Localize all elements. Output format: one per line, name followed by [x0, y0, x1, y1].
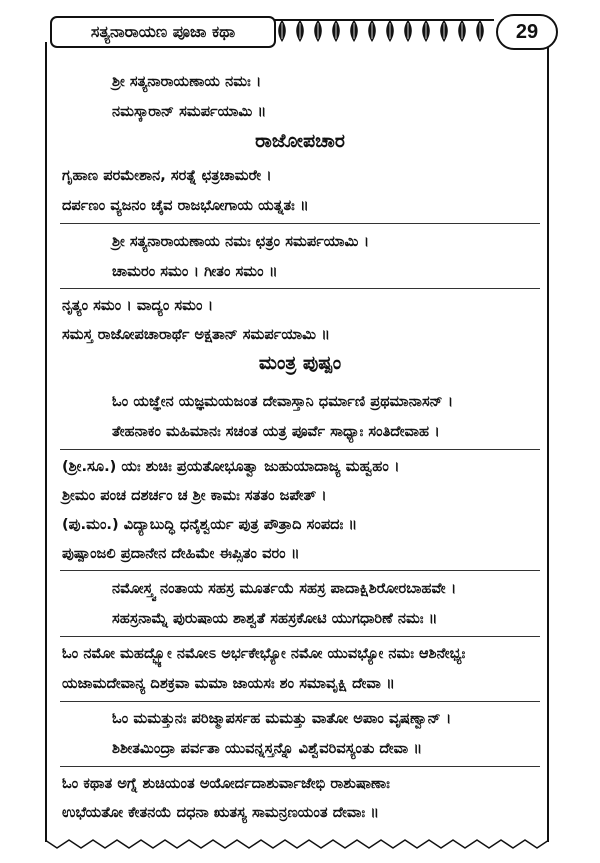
divider	[60, 449, 540, 450]
verse-line: ದರ್ಪಣಂ ವ್ಯಜನಂ ಚೈವ ರಾಜಭೋಗಾಯ ಯತ್ನತಃ ॥	[62, 197, 309, 214]
verse-line: ಶ್ರೀ ಸತ್ಯನಾರಾಯಣಾಯ ನಮಃ ।	[112, 73, 262, 90]
verse-line: (ಪು.ಮಂ.) ವಿದ್ಯಾಬುದ್ಧಿ ಧನೈಶ್ವರ್ಯ ಪುತ್ರ ಪೌತ್ರಾದಿ ಸಂಪದಃ ॥	[62, 516, 358, 533]
divider	[60, 223, 540, 224]
verse-line: ತೇಹನಾಕಂ ಮಹಿಮಾನಃ ಸಚಂತ ಯತ್ರ ಪೂರ್ವೆ ಸಾಧ್ಯಾಃ ಸಂತಿದೇವಾಹ ।	[112, 423, 440, 440]
verse-line: (ಶ್ರೀ.ಸೂ.) ಯಃ ಶುಚಿಃ ಪ್ರಯತೋಭೂತ್ವಾ ಜುಹುಯಾದಾಜ್ಯ ಮಹ್ವಹಂ ।	[62, 458, 400, 475]
verse-line: ಶಿಶೀತಮಿಂದ್ರಾ ಪರ್ವತಾ ಯುವನ್ನಸ್ತನ್ನೊ ವಿಶ್ವೆವರಿವಸ್ಯಂತು ದೇವಾ ॥	[112, 740, 423, 757]
verse-line: ಸಮಸ್ತ ರಾಜೋಪಚಾರಾರ್ಥೆ ಅಕ್ಷತಾನ್ ಸಮರ್ಪಯಾಮಿ ॥	[62, 326, 331, 343]
divider	[60, 570, 540, 571]
section-heading-rajopachara: ರಾಜೋಪಚಾರ	[255, 130, 345, 152]
divider	[60, 288, 540, 289]
verse-line: ಯಜಾಮದೇವಾನ್ಯ ದಿಶಕ್ರವಾ ಮಮಾ ಜಾಯಸಃ ಶಂ ಸಮಾವೃಕ್ಷಿ ದೇವಾ ॥	[62, 675, 395, 692]
verse-line: ಪುಷ್ಪಾಂಜಲಿ ಪ್ರದಾನೇನ ದೇಹಿಮೇ ಈಪ್ಸಿತಂ ವರಂ ॥	[62, 545, 300, 562]
page-header	[40, 10, 560, 54]
verse-line: ಓಂ ನಮೋ ಮಹದ್ಭ್ಯೋ ನಮೋಽ ಅರ್ಭಕೇಭ್ಯೋ ನಮೋ ಯುವಭ್ಯೋ ನಮಃ ಆಶಿನೇಭ್ಯಃ	[62, 645, 466, 662]
divider	[60, 701, 540, 702]
verse-line: ಉಭೆಯತೋ ಕೇತನಯೆ ದಧನಾ ಋತಸ್ಯ ಸಾಮನ್ರಣಯಂತ ದೇವಾಃ ॥	[62, 804, 380, 821]
page-bottom-edge	[45, 838, 549, 850]
verse-line: ಶ್ರೀ ಸತ್ಯನಾರಾಯಣಾಯ ನಮಃ ಛತ್ರಂ ಸಮರ್ಪಯಾಮಿ ।	[112, 233, 370, 250]
verse-line: ಶ್ರೀಮಂ ಪಂಚ ದಶರ್ಚಂ ಚ ಶ್ರೀ ಕಾಮಃ ಸತತಂ ಜಪೇತ್ ।	[62, 487, 327, 504]
verse-line: ಚಾಮರಂ ಸಮಂ । ಗೀತಂ ಸಮಂ ॥	[112, 263, 278, 280]
book-title: ಸತ್ಯನಾರಾಯಣ ಪೂಜಾ ಕಥಾ	[50, 16, 276, 48]
verse-line: ಓಂ ಕಥಾತ ಅಗ್ನೆ ಶುಚಿಯಂತ ಅಯೋರ್ದದಾಶುರ್ವಾಜೇಭಿ ರಾಶುಷಾಣಾಃ	[62, 775, 390, 792]
verse-line: ಗೃಹಾಣ ಪರಮೇಶಾನ, ಸರತ್ನೆ ಛತ್ರಚಾಮರೇ ।	[62, 167, 272, 184]
divider	[60, 766, 540, 767]
page-number: 29	[496, 14, 558, 50]
divider	[60, 636, 540, 637]
garland-ornament-icon	[274, 14, 494, 50]
verse-line: ಓಂ ಮಮತ್ತುನಃ ಪರಿಜ್ಮಾಪರ್ಸಹ ಮಮತ್ತು ವಾತೋ ಅಪಾಂ ವೃಷಣ್ವಾನ್ ।	[112, 710, 452, 727]
verse-line: ನಮಸ್ಕಾರಾನ್ ಸಮರ್ಪಯಾಮಿ ॥	[112, 103, 267, 120]
section-heading-mantra-pushpam: ಮಂತ್ರ ಪುಷ್ಪಂ	[258, 352, 342, 374]
verse-line: ಸಹಸ್ರನಾಮ್ನೆ ಪುರುಷಾಯ ಶಾಶ್ವತೆ ಸಹಸ್ರಕೋಟಿ ಯುಗಧಾರಿಣೆ ನಮಃ ॥	[112, 610, 438, 627]
verse-line: ನೃತ್ಯಂ ಸಮಂ । ವಾದ್ಯಂ ಸಮಂ ।	[62, 297, 214, 314]
verse-line: ಓಂ ಯಜ್ಞೇನ ಯಜ್ಞಮಯಜಂತ ದೇವಾಸ್ತಾನಿ ಧರ್ಮಾಣಿ ಪ್ರಥಮಾನಾಸನ್ ।	[112, 393, 454, 410]
verse-line: ನಮೋಸ್ತ್ವ ನಂತಾಯ ಸಹಸ್ರ ಮೂರ್ತಯೆ ಸಹಸ್ರ ಪಾದಾಕ್ಷಿಶಿರೋರಬಾಹವೇ ।	[112, 580, 457, 597]
